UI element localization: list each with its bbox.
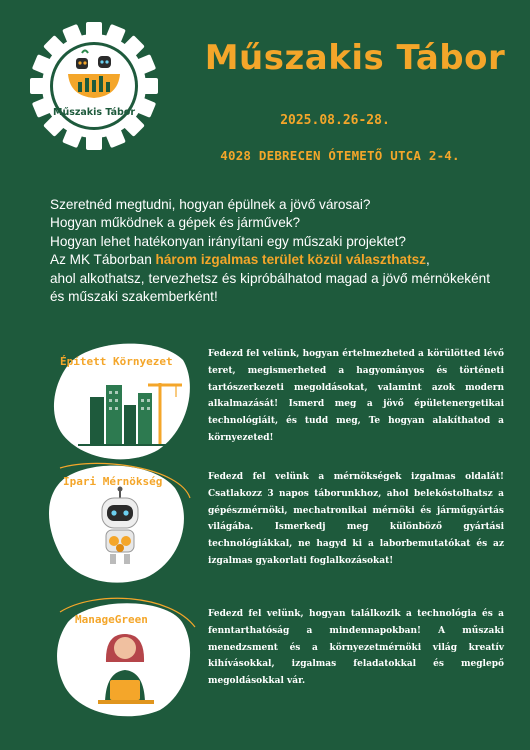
intro-line-1: Szeretnéd megtudni, hogyan épülnek a jövő városai?	[50, 197, 371, 212]
event-date: 2025.08.26-28.	[280, 113, 390, 128]
page-title: Műszakis Tábor	[204, 38, 506, 78]
section-title-managegreen: ManageGreen	[75, 613, 148, 626]
intro-text	[50, 196, 490, 306]
intro-line-4	[50, 251, 490, 269]
section-title-industrial-engineering: Ipari Mérnökség	[63, 475, 163, 488]
section-title-built-environment: Épített Környezet	[60, 355, 173, 368]
intro-line-2: Hogyan működnek a gépek és járművek?	[50, 215, 301, 231]
logo-text: Műszakis Tábor	[52, 107, 136, 118]
camp-logo	[30, 22, 158, 150]
managegreen-illustration	[50, 592, 200, 722]
intro-line-5: ahol alkothatsz, tervezhetsz és kipróbálhatod magad a jövő mérnökeként és műszaki szakemberként!	[50, 270, 490, 305]
section-text-industrial-engineering: Fedezd fel velünk a mérnökségek izgalmas oldalát! Csatlakozz 3 napos táborunkhoz, ahol belekóstolhatsz a gépészmérnöki, mechatronikai mérnöki és járműgyártás világába. Ismerkedj meg különböző gyártási technológiákkal, ne hagyd ki a laborbemutatókat és az izgalmas gyakorlati foglalkozásokat!	[208, 472, 504, 566]
event-address: 4028 DEBRECEN ÓTEMETŐ UTCA 2-4.	[220, 148, 460, 163]
intro-line-3: Hogyan lehet hatékonyan irányítani egy műszaki projektet?	[50, 233, 406, 249]
section-text-built-environment: Fedezd fel velünk, hogyan értelmezheted a körülötted lévő teret, megismerheted a hagyományos és történeti tartószerkezeti megoldásokat, valamint azok modern alkalmazását! Ismerd meg a jövő épületenergetikai technológiáit, és tudd meg, Te hogyan alakíthatod a környezeted!	[208, 349, 504, 443]
section-text-managegreen: Fedezd fel velünk, hogyan találkozik a technológia és a fenntarthatóság a mindennapokban! A műszaki menedzsment és a környezetmérnöki világ kreatív kihívásokkal, izgalmas feladatokkal és meglepő megoldásokkal vár.	[208, 609, 504, 687]
intro-highlight: három izgalmas terület közül választhatsz	[155, 252, 426, 268]
intro-line-4-post: ,	[425, 252, 430, 268]
intro-line-4-pre: Az MK Táborban	[50, 252, 156, 268]
